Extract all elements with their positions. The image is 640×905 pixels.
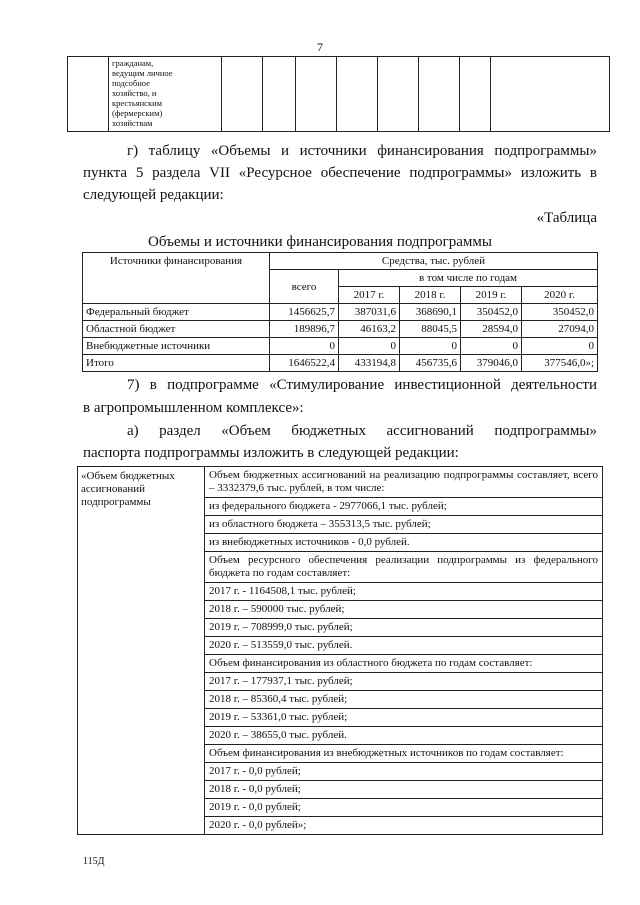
header-total: всего <box>270 270 339 304</box>
page-number: 7 <box>317 40 323 54</box>
row-2018: 368690,1 <box>400 304 461 321</box>
passport-line: 2018 г. – 85360,4 тыс. рублей; <box>205 691 602 709</box>
passport-line: 2018 г. – 590000 тыс. рублей; <box>205 601 602 619</box>
row-2019: 350452,0 <box>461 304 522 321</box>
passport-line: 2019 г. – 53361,0 тыс. рублей; <box>205 709 602 727</box>
passport-line: 2017 г. - 1164508,1 тыс. рублей; <box>205 583 602 601</box>
continued-table <box>67 56 610 132</box>
table-cell <box>460 57 491 132</box>
row-source: Итого <box>83 355 270 372</box>
table-cell <box>263 57 296 132</box>
passport-line: из федерального бюджета - 2977066,1 тыс. рублей; <box>205 498 602 516</box>
table-cell <box>419 57 460 132</box>
row-total: 1646522,4 <box>270 355 339 372</box>
table-cell <box>222 57 263 132</box>
passport-left-cell: «Объем бюджетных ассигнований подпрограммы <box>78 467 205 835</box>
header-year: 2017 г. <box>339 287 400 304</box>
table-cell <box>491 57 610 132</box>
table-cell <box>337 57 378 132</box>
para-g-line1: г) таблицу «Объемы и источники финансирования подпрограммы» <box>127 143 597 159</box>
para-7-line2: в агропромышленном комплексе»: <box>83 400 304 416</box>
row-source: Областной бюджет <box>83 321 270 338</box>
table-row <box>78 467 603 835</box>
row-total: 189896,7 <box>270 321 339 338</box>
row-2020: 0 <box>522 338 598 355</box>
passport-line: из областного бюджета – 355313,5 тыс. рублей; <box>205 516 602 534</box>
funding-table <box>82 252 598 372</box>
passport-line: 2020 г. – 513559,0 тыс. рублей. <box>205 637 602 655</box>
row-source: Федеральный бюджет <box>83 304 270 321</box>
passport-line: 2017 г. – 177937,1 тыс. рублей; <box>205 673 602 691</box>
table-row <box>83 338 598 355</box>
header-by-year: в том числе по годам <box>339 270 598 287</box>
row-2017: 46163,2 <box>339 321 400 338</box>
passport-line: 2019 г. - 0,0 рублей; <box>205 799 602 817</box>
table-row <box>83 355 598 372</box>
row-2018: 456735,6 <box>400 355 461 372</box>
row-2017: 387031,6 <box>339 304 400 321</box>
row-source: Внебюджетные источники <box>83 338 270 355</box>
table-title: Объемы и источники финансирования подпрограммы <box>148 234 492 250</box>
row-2019: 28594,0 <box>461 321 522 338</box>
passport-line: 2017 г. - 0,0 рублей; <box>205 763 602 781</box>
passport-line: 2020 г. - 0,0 рублей»; <box>209 819 307 831</box>
continued-cell-text: гражданам, ведущим личное подсобное хозяйство, и крестьянским (фермерским) хозяйствам <box>112 58 173 128</box>
header-funds: Средства, тыс. рублей <box>270 253 598 270</box>
footer-code: 115Д <box>83 856 105 867</box>
para-a-line2: паспорта подпрограммы изложить в следующей редакции: <box>83 445 459 461</box>
para-7-line1: 7) в подпрограмме «Стимулирование инвестиционной деятельности <box>127 377 597 393</box>
row-2018: 0 <box>400 338 461 355</box>
header-source: Источники финансирования <box>83 253 270 304</box>
row-2018: 88045,5 <box>400 321 461 338</box>
para-g-line2: пункта 5 раздела VII «Ресурсное обеспечение подпрограммы» изложить в <box>83 165 597 181</box>
table-cell <box>378 57 419 132</box>
table-cell <box>68 57 109 132</box>
passport-line: Объем ресурсного обеспечения реализации подпрограммы из федерального бюджета по годам составляет: <box>205 552 602 583</box>
row-2019: 0 <box>461 338 522 355</box>
header-year: 2019 г. <box>461 287 522 304</box>
table-row <box>83 321 598 338</box>
passport-table <box>77 466 603 835</box>
table-row <box>83 253 598 270</box>
header-year: 2018 г. <box>400 287 461 304</box>
passport-line: Объем финансирования из областного бюджета по годам составляет: <box>205 655 602 673</box>
table-row <box>68 57 610 132</box>
row-2019: 379046,0 <box>461 355 522 372</box>
passport-right-cell <box>205 467 603 835</box>
para-g-line3: следующей редакции: <box>83 187 224 203</box>
row-2017: 433194,8 <box>339 355 400 372</box>
table-cell <box>296 57 337 132</box>
row-total: 1456625,7 <box>270 304 339 321</box>
table-row <box>83 304 598 321</box>
table-cell <box>109 57 222 132</box>
table-label: «Таблица <box>536 210 597 226</box>
passport-line: 2020 г. – 38655,0 тыс. рублей. <box>205 727 602 745</box>
row-total: 0 <box>270 338 339 355</box>
passport-line: из внебюджетных источников - 0,0 рублей. <box>205 534 602 552</box>
passport-line: 2018 г. - 0,0 рублей; <box>205 781 602 799</box>
passport-line: 2019 г. – 708999,0 тыс. рублей; <box>205 619 602 637</box>
row-2020: 350452,0 <box>522 304 598 321</box>
para-a-line1: а) раздел «Объем бюджетных ассигнований подпрограммы» <box>127 423 597 439</box>
passport-line: Объем бюджетных ассигнований на реализацию подпрограммы составляет, всего – 3332379,6 тыс. рублей, в том числе: <box>205 467 602 498</box>
row-2017: 0 <box>339 338 400 355</box>
row-2020: 27094,0 <box>522 321 598 338</box>
header-year: 2020 г. <box>522 287 598 304</box>
row-2020: 377546,0»; <box>522 355 598 372</box>
passport-line: Объем финансирования из внебюджетных источников по годам составляет: <box>205 745 602 763</box>
